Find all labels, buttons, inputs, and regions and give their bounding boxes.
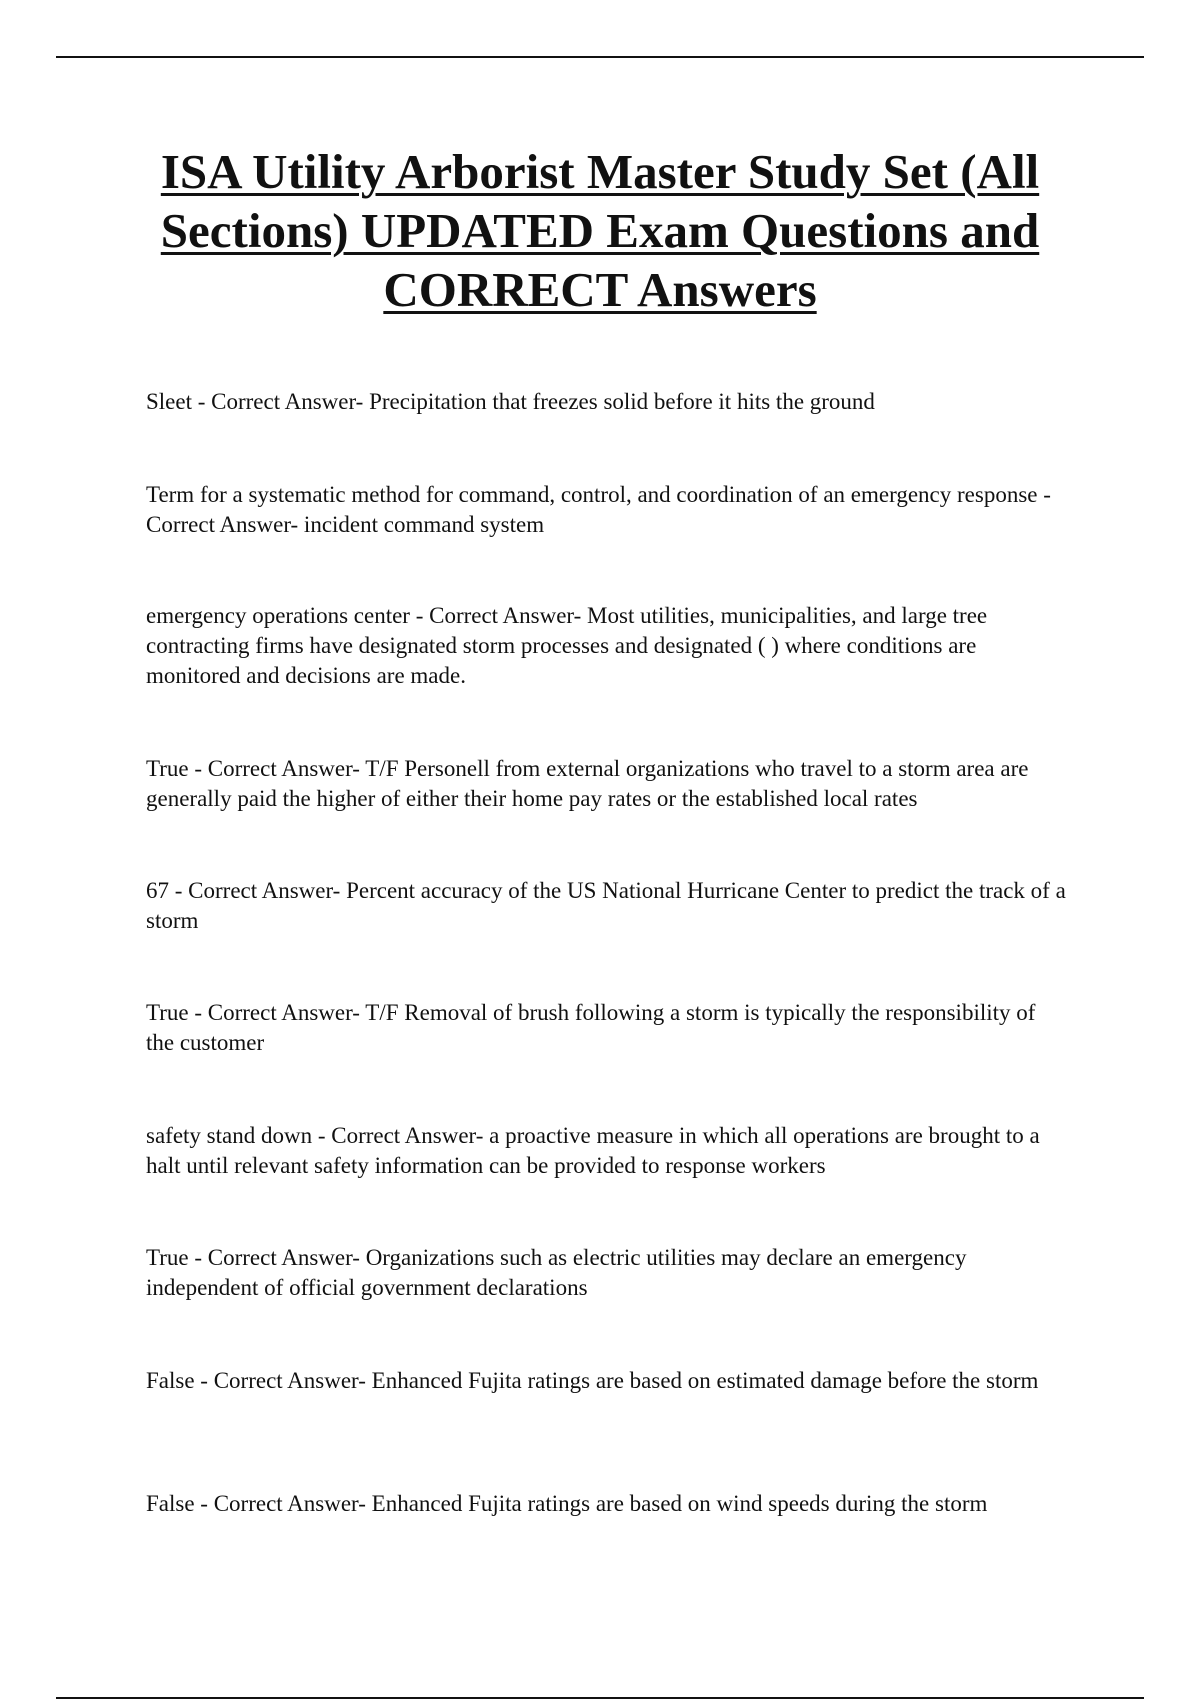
qa-item: safety stand down - Correct Answer- a proactive measure in which all operations are brought to a halt until relevant safety information can be provided to response workers <box>146 1123 1040 1178</box>
qa-item: Term for a systematic method for command, control, and coordination of an emergency response - Correct Answer- incident command system <box>146 482 1051 537</box>
document-title: ISA Utility Arborist Master Study Set (All Sections) UPDATED Exam Questions and CORRECT Answers <box>160 144 1040 317</box>
qa-item: 67 - Correct Answer- Percent accuracy of the US National Hurricane Center to predict the track of a storm <box>146 878 1066 933</box>
qa-item: False - Correct Answer- Enhanced Fujita ratings are based on wind speeds during the storm <box>146 1491 988 1516</box>
bottom-rule <box>56 1697 1144 1699</box>
qa-item: True - Correct Answer- T/F Personell from external organizations who travel to a storm area are generally paid the higher of either their home pay rates or the established local rates <box>146 756 1029 811</box>
qa-item: False - Correct Answer- Enhanced Fujita ratings are based on estimated damage before the storm <box>146 1368 1039 1393</box>
top-rule <box>56 56 1144 58</box>
qa-item: True - Correct Answer- T/F Removal of brush following a storm is typically the responsibility of the customer <box>146 1000 1036 1055</box>
qa-item: True - Correct Answer- Organizations such as electric utilities may declare an emergency independent of official government declarations <box>146 1245 967 1300</box>
qa-item: Sleet - Correct Answer- Precipitation that freezes solid before it hits the ground <box>146 389 875 414</box>
qa-item: emergency operations center - Correct Answer- Most utilities, municipalities, and large tree contracting firms have designated storm processes and designated ( ) where conditions are monitored and decisions are made. <box>146 603 988 688</box>
